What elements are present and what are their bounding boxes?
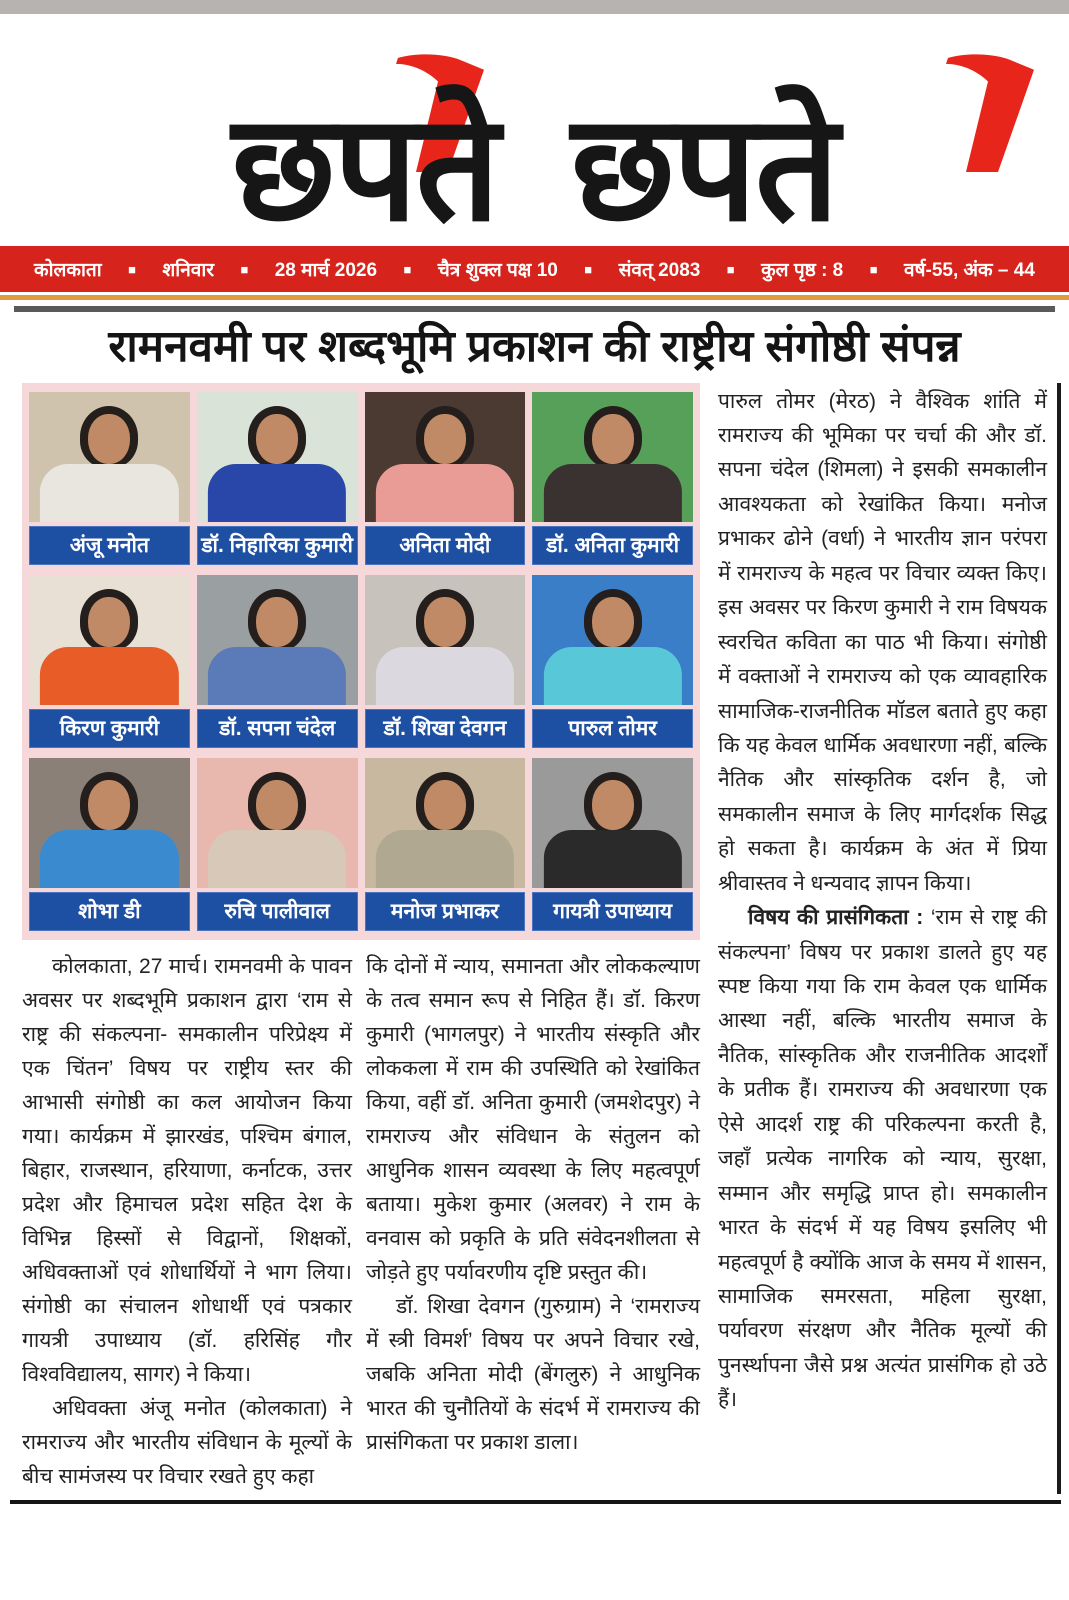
portrait-torso [208, 830, 346, 887]
portrait-torso [544, 464, 682, 521]
speaker-cell [365, 758, 526, 931]
right-column-text [718, 385, 1047, 1418]
portrait-face [592, 597, 634, 647]
bottom-rule [10, 1500, 1061, 1504]
orange-rule [0, 295, 1069, 300]
speaker-name-caption: डॉ. सपना चंदेल [197, 709, 358, 748]
speaker-name-caption: शोभा डी [29, 892, 190, 931]
speaker-photo [197, 575, 358, 705]
speaker-photo [365, 392, 526, 522]
dateline-day: शनिवार [162, 260, 215, 281]
portrait-face [424, 597, 466, 647]
portrait-face [424, 414, 466, 464]
speaker-cell [197, 575, 358, 748]
speaker-cell [197, 758, 358, 931]
masthead [0, 14, 1069, 246]
portrait-face [256, 414, 298, 464]
separator-square-icon: ■ [240, 261, 249, 277]
separator-square-icon: ■ [726, 261, 735, 277]
portrait-torso [40, 830, 178, 887]
speaker-cell [197, 392, 358, 565]
portrait-face [592, 414, 634, 464]
body-columns [22, 950, 700, 1494]
speaker-cell [365, 392, 526, 565]
speaker-name-caption: अनिता मोदी [365, 526, 526, 565]
speaker-name-caption: मनोज प्रभाकर [365, 892, 526, 931]
paragraph: कोलकाता, 27 मार्च। रामनवमी के पावन अवसर पर शब्दभूमि प्रकाशन द्वारा ‘राम से राष्ट्र की संकल्पना- समकालीन परिप्रेक्ष्य में एक चिंतन’ विषय पर राष्ट्रीय स्तर की आभासी संगोष्ठी का कल आयोजन किया गया। कार्यक्रम में झारखंड, पश्चिम बंगाल, बिहार, राजस्थान, हरियाणा, कर्नाटक, उत्तर प्रदेश और हिमाचल प्रदेश सहित देश के विभिन्न हिस्सों से विद्वानों, शिक्षकों, अधिवक्ताओं एवं शोधार्थियों ने भाग लिया। संगोष्ठी का संचालन शोधार्थी एवं पत्रकार गायत्री उपाध्याय (डॉ. हरिसिंह गौर विश्वविद्यालय, सागर) ने किया। [22, 954, 352, 1386]
dateline-bar [0, 246, 1069, 292]
portrait-face [88, 597, 130, 647]
speaker-photo [197, 392, 358, 522]
portrait-torso [208, 464, 346, 521]
text-column-2 [366, 950, 700, 1494]
speaker-name-caption: पारुल तोमर [532, 709, 693, 748]
paragraph: डॉ. शिखा देवगन (गुरुग्राम) ने ‘रामराज्य में स्त्री विमर्श’ विषय पर अपने विचार रखे, जबकि अनिता मोदी (बेंगलुरु) ने आधुनिक भारत की चुनौतियों के संदर्भ में रामराज्य की प्रासंगिकता पर प्रकाश डाला। [366, 1294, 700, 1454]
speaker-photo [532, 392, 693, 522]
portrait-face [256, 780, 298, 830]
separator-square-icon: ■ [403, 261, 412, 277]
dateline-volume-issue: वर्ष-55, अंक – 44 [903, 260, 1035, 281]
speaker-photo [29, 575, 190, 705]
dateline-date: 28 मार्च 2026 [274, 260, 378, 281]
speaker-cell [532, 758, 693, 931]
portrait-torso [40, 464, 178, 521]
text-column-1 [22, 950, 352, 1494]
paragraph: कि दोनों में न्याय, समानता और लोककल्याण के तत्व समान रूप से निहित हैं। डॉ. किरण कुमारी (भागलपुर) ने भारतीय संस्कृति और लोककला में राम की उपस्थिति को रेखांकित किया, वहीं डॉ. अनिता कुमारी (जमशेदपुर) ने रामराज्य और संविधान के संतुलन को आधुनिक शासन व्यवस्था के लिए महत्वपूर्ण बताया। मुकेश कुमार (अलवर) ने राम के वनवास को प्रकृति के प्रति संवेदनशीलता से जोड़ते हुए पर्यावरणीय दृष्टि प्रस्तुत की। [366, 954, 700, 1284]
paragraph-text: ‘राम से राष्ट्र की संकल्पना’ विषय पर प्रकाश डालते हुए यह स्पष्ट किया गया कि राम केवल एक धार्मिक आस्था नहीं, बल्कि भारतीय समाज के नैतिक, सांस्कृतिक और राजनीतिक आदर्शों के प्रतीक हैं। रामराज्य की अवधारणा एक ऐसे आदर्श राष्ट्र की परिकल्पना करती है, जहाँ प्रत्येक नागरिक को न्याय, सुरक्षा, सम्मान और समृद्धि प्राप्त हो। समकालीन भारत के संदर्भ में यह विषय इसलिए भी महत्वपूर्ण है क्योंकि आज के समय में शासन, सामाजिक समरसता, महिला सुरक्षा, पर्यावरण संरक्षण और नैतिक मूल्यों की पुनर्स्थापना जैसे प्रश्न अत्यंत प्रासंगिक हो उठे हैं। [718, 906, 1047, 1412]
speaker-name-caption: रुचि पालीवाल [197, 892, 358, 931]
separator-square-icon: ■ [584, 261, 593, 277]
dateline-city: कोलकाता [34, 260, 102, 281]
portrait-face [592, 780, 634, 830]
portrait-torso [376, 647, 514, 704]
portrait-torso [544, 830, 682, 887]
paragraph: अधिवक्ता अंजू मनोत (कोलकाता) ने रामराज्य और भारतीय संविधान के मूल्यों के बीच सामंजस्य पर विचार रखते हुए कहा [22, 1396, 352, 1488]
article-headline: रामनवमी पर शब्दभूमि प्रकाशन की राष्ट्रीय संगोष्ठी संपन्न [108, 322, 961, 371]
portrait-torso [208, 647, 346, 704]
speaker-name-caption: डॉ. शिखा देवगन [365, 709, 526, 748]
portrait-face [424, 780, 466, 830]
portrait-torso [40, 647, 178, 704]
portrait-torso [376, 464, 514, 521]
page-top-strip [0, 0, 1069, 14]
speaker-photo [365, 758, 526, 888]
speaker-cell [29, 392, 190, 565]
speaker-photo [29, 392, 190, 522]
speaker-name-caption: अंजू मनोत [29, 526, 190, 565]
portrait-face [88, 780, 130, 830]
dateline-tithi: चैत्र शुक्ल पक्ष 10 [437, 260, 558, 281]
speaker-photo [29, 758, 190, 888]
left-zone [22, 383, 700, 1494]
speaker-cell [29, 758, 190, 931]
speaker-name-caption: डॉ. निहारिका कुमारी [197, 526, 358, 565]
paragraph-lead: विषय की प्रासंगिकता : [748, 906, 931, 930]
dateline-pages: कुल पृष्ठ : 8 [761, 260, 844, 281]
speaker-name-caption: किरण कुमारी [29, 709, 190, 748]
speaker-cell [532, 392, 693, 565]
speaker-photo [532, 758, 693, 888]
separator-square-icon: ■ [869, 261, 878, 277]
portrait-face [88, 414, 130, 464]
newspaper-title: छपते छपते [231, 85, 838, 246]
speaker-photo [532, 575, 693, 705]
article-body [0, 379, 1069, 1494]
speaker-cell [29, 575, 190, 748]
speaker-photo [197, 758, 358, 888]
paragraph: पारुल तोमर (मेरठ) ने वैश्विक शांति में रामराज्य की भूमिका पर चर्चा की और डॉ. सपना चंदेल (शिमला) ने इसकी समकालीन आवश्यकता को रेखांकित किया। मनोज प्रभाकर ढोने (वर्धा) ने भारतीय ज्ञान परंपरा में रामराज्य के महत्व पर विचार व्यक्त किए। इस अवसर पर किरण कुमारी ने राम विषयक स्वरचित कविता का पाठ भी किया। संगोष्ठी में वक्ताओं ने रामराज्य को एक व्यावहारिक सामाजिक-राजनीतिक मॉडल बताते हुए कहा कि यह केवल धार्मिक अवधारणा नहीं, बल्कि नैतिक और सांस्कृतिक दर्शन है, जो समकालीन समाज के लिए मार्गदर्शक सिद्ध हो सकता है। कार्यक्रम के अंत में प्रिया श्रीवास्तव ने धन्यवाद ज्ञापन किया। [718, 389, 1047, 895]
portrait-torso [544, 647, 682, 704]
masthead-red-accent-icon [942, 54, 1036, 172]
portrait-face [256, 597, 298, 647]
speaker-cell [365, 575, 526, 748]
speaker-name-caption: डॉ. अनिता कुमारी [532, 526, 693, 565]
text-column-3 [714, 383, 1061, 1494]
speaker-photo [365, 575, 526, 705]
speaker-photo-grid [22, 383, 700, 940]
speaker-cell [532, 575, 693, 748]
speaker-name-caption: गायत्री उपाध्याय [532, 892, 693, 931]
dateline-samvat: संवत् 2083 [618, 260, 701, 281]
portrait-torso [376, 830, 514, 887]
separator-square-icon: ■ [128, 261, 136, 277]
paragraph [718, 901, 1047, 1418]
